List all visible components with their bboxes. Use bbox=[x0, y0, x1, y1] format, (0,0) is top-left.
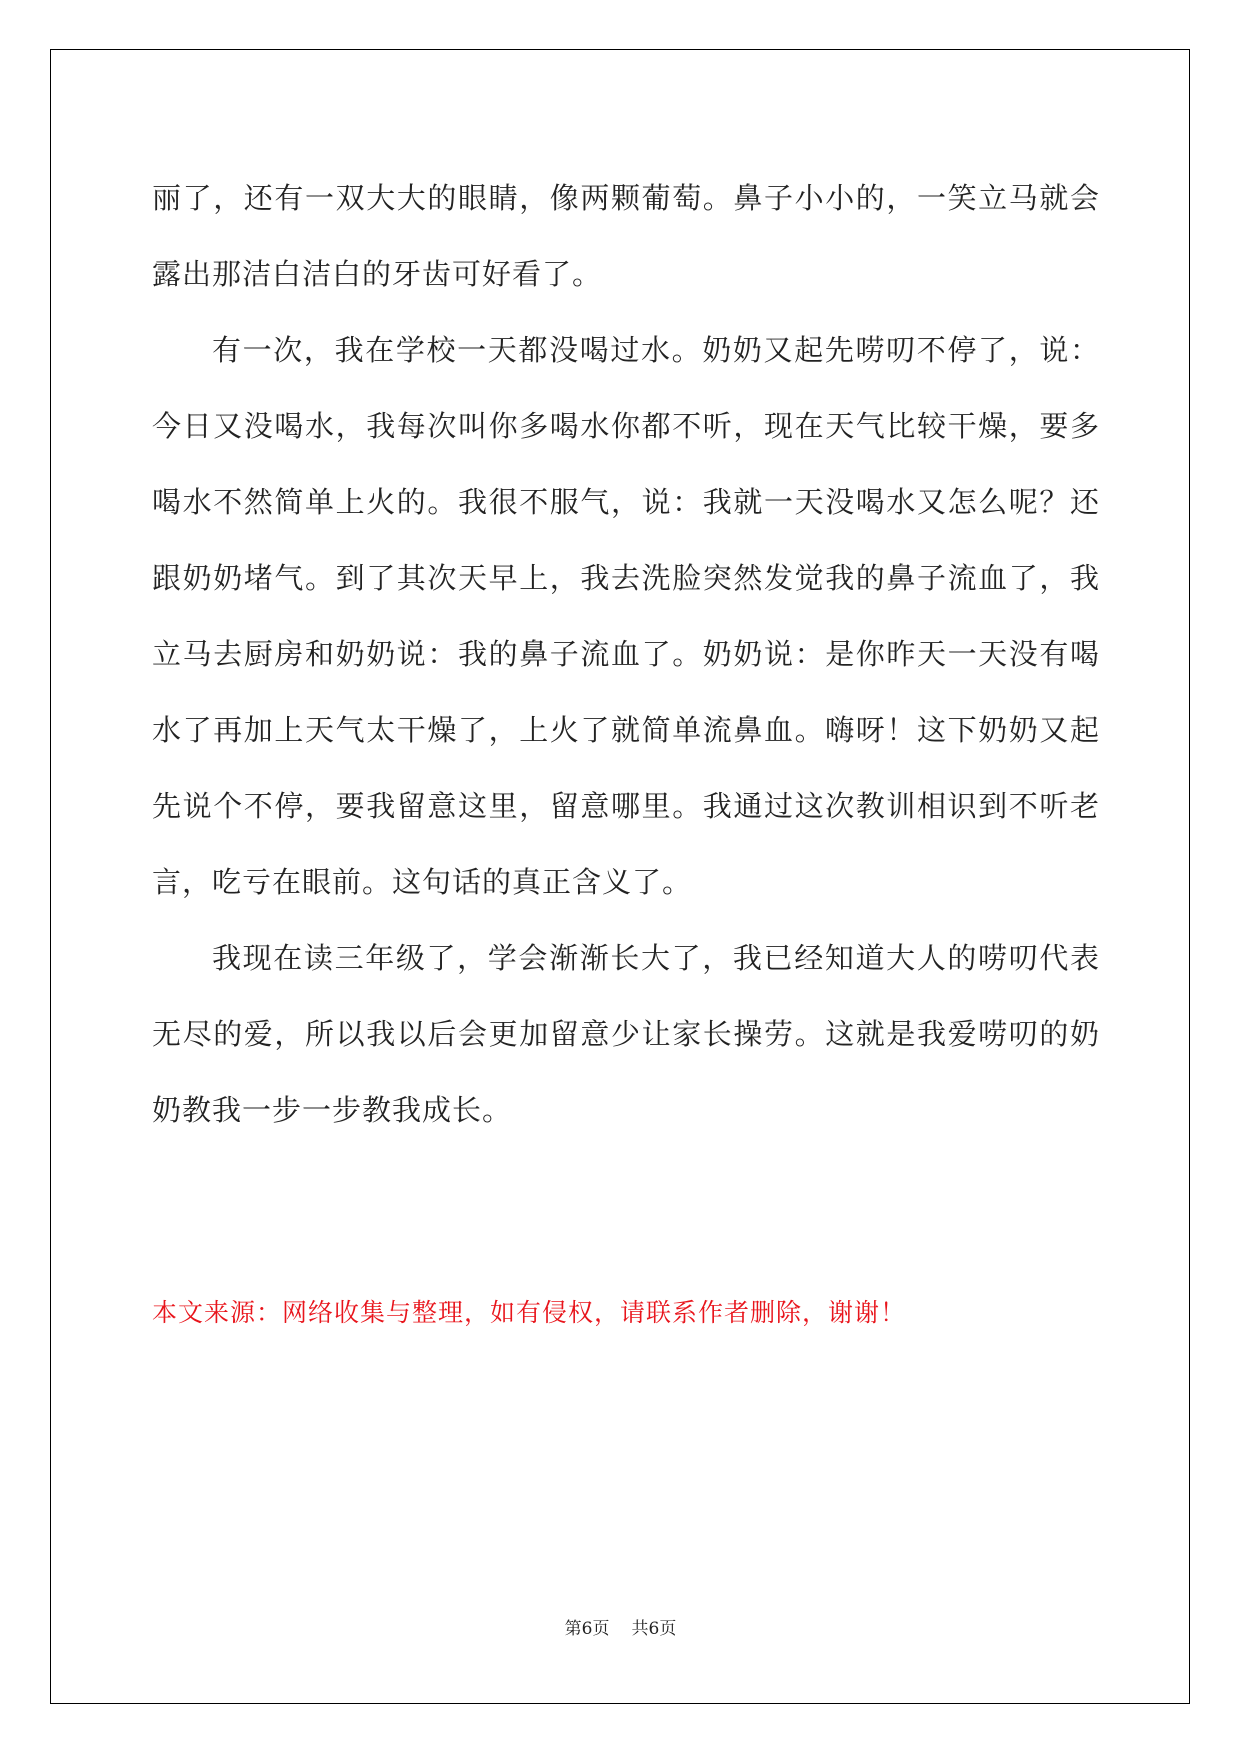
page-footer bbox=[0, 1617, 1241, 1641]
source-disclaimer: 本文来源：网络收集与整理，如有侵权，请联系作者删除，谢谢！ bbox=[152, 1298, 907, 1327]
paragraph-2: 有一次，我在学校一天都没喝过水。奶奶又起先唠叨不停了，说：今日又没喝水，我每次叫你多喝水你都不听，现在天气比较干燥，要多喝水不然简单上火的。我很不服气，说：我就一天没喝水又怎么呢？还跟奶奶堵气。到了其次天早上，我去洗脸突然发觉我的鼻子流血了，我立马去厨房和奶奶说：我的鼻子流血了。奶奶说：是你昨天一天没有喝水了再加上天气太干燥了，上火了就简单流鼻血。嗨呀！这下奶奶又起先说个不停，要我留意这里，留意哪里。我通过这次教训相识到不听老言，吃亏在眼前。这句话的真正含义了。 bbox=[152, 333, 1100, 899]
paragraph-3: 我现在读三年级了，学会渐渐长大了，我已经知道大人的唠叨代表无尽的爱，所以我以后会更加留意少让家长操劳。这就是我爱唠叨的奶奶教我一步一步教我成长。 bbox=[152, 941, 1100, 1127]
page-number-current: 第6页 bbox=[564, 1619, 610, 1639]
document-body bbox=[152, 160, 1100, 1148]
page-number-total: 共6页 bbox=[631, 1619, 677, 1639]
paragraph-1: 丽了，还有一双大大的眼睛，像两颗葡萄。鼻子小小的，一笑立马就会露出那洁白洁白的牙齿可好看了。 bbox=[152, 181, 1100, 291]
